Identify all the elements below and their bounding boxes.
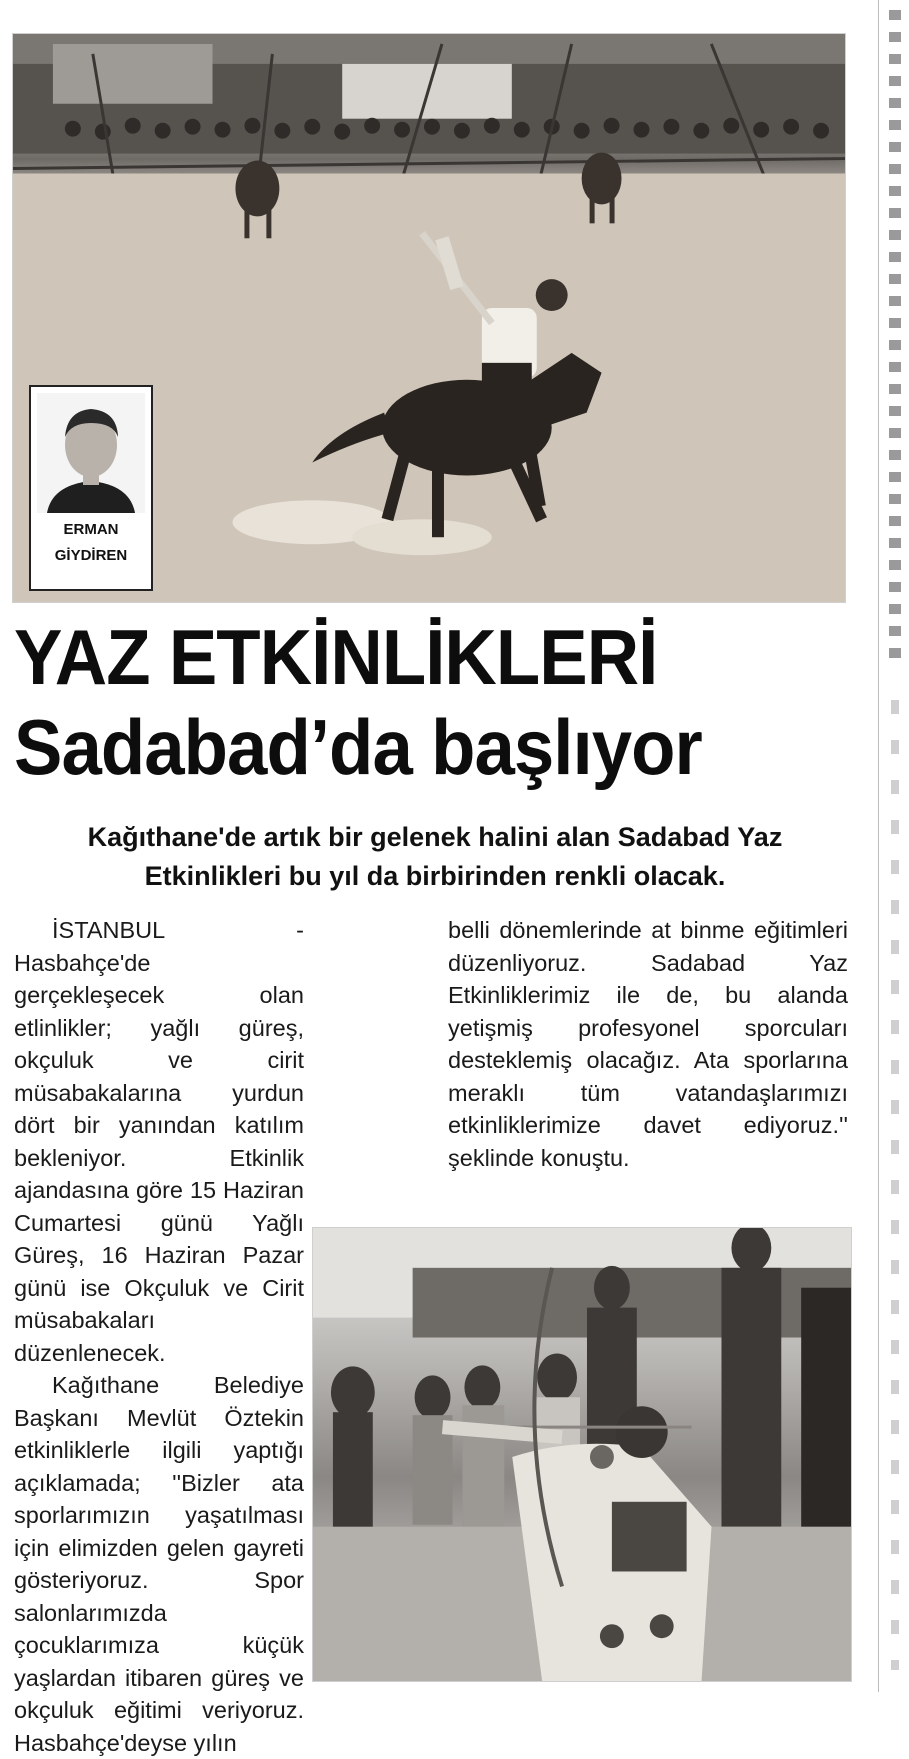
subheadline: Kağıthane'de artık bir gelenek halini alan Sadabad Yaz Etkinlikleri bu yıl da birbirinden renkli olacak. — [87, 822, 783, 891]
edge-bars — [889, 10, 901, 670]
adjacent-page-edge — [878, 0, 909, 1692]
headline — [14, 612, 795, 792]
archer-photo-illustration — [313, 1228, 851, 1681]
body-paragraph: İSTANBUL - Hasbahçe'de gerçekleşecek olan etlinlikler; yağlı güreş, okçuluk ve cirit müsabakalarına yurdun dört bir yanından katılım bekleniyor. Etkinlik ajandasına göre 15 Haziran Cumartesi günü Yağlı Güreş, 16 Haziran Pazar günü ise Okçuluk ve Cirit müsabakaları düzenlenecek. — [14, 917, 304, 1366]
body-column-right — [448, 914, 848, 1174]
headline-line-1: YAZ ETKİNLİKLERİ — [14, 613, 658, 701]
author-name — [31, 517, 151, 569]
author-portrait — [37, 393, 145, 513]
headline-line-2: Sadabad’da başlıyor — [14, 703, 702, 791]
author-box — [29, 385, 153, 591]
archer-kneeling-photo — [312, 1227, 852, 1682]
body-paragraph: belli dönemlerinde at binme eğitimleri düzenliyoruz. Sadabad Yaz Etkinliklerimiz ile de, bu alanda yetişmiş profesyonel sporcuları desteklemiş olacağız. Ata sporlarına meraklı tüm vatandaşlarımızı etkinliklerimize davet ediyoruz.'' şeklinde konuştu. — [448, 917, 848, 1171]
author-first-name: ERMAN — [63, 521, 119, 538]
edge-faint-marks — [891, 700, 899, 1670]
author-last-name: GİYDİREN — [54, 547, 128, 564]
body-paragraph: Kağıthane Belediye Başkanı Mevlüt Öztekin etkinliklerle ilgili yaptığı açıklamada; ''Bizler ata sporlarımızın yaşatılması için elimizden gelen gayreti gösteriyoruz. Spor salonlarımızda çocuklarımıza küçük yaşlardan itibaren güreş ve okçuluk eğitimi veriyoruz. Hasbahçe'deyse yılın — [14, 1372, 304, 1756]
body-column-left — [14, 914, 304, 1759]
